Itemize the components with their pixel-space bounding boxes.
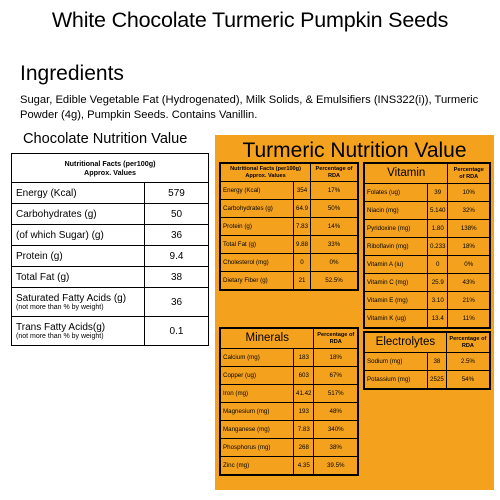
row-rda: 11% bbox=[448, 310, 490, 328]
table-row bbox=[365, 274, 490, 292]
table-row bbox=[365, 184, 490, 202]
row-label: Energy (Kcal) bbox=[12, 183, 145, 204]
row-value: 4.35 bbox=[294, 457, 314, 475]
row-label: (of which Sugar) (g) bbox=[12, 225, 145, 246]
table-row bbox=[12, 183, 209, 204]
ingredients-heading: Ingredients bbox=[20, 62, 124, 85]
row-label: Vitamin C (mg) bbox=[365, 274, 428, 292]
row-rda: 10% bbox=[448, 184, 490, 202]
row-label: Protein (g) bbox=[12, 246, 145, 267]
row-rda: 18% bbox=[314, 349, 358, 367]
table-header-row bbox=[365, 333, 490, 353]
header-line-2: Approx. Values bbox=[84, 168, 136, 177]
vitamin-title: Vitamin bbox=[365, 164, 448, 184]
table-row bbox=[221, 421, 358, 439]
table-row bbox=[365, 371, 490, 389]
row-rda: 48% bbox=[314, 403, 358, 421]
turmeric-panel bbox=[215, 135, 494, 490]
row-value: 0 bbox=[294, 254, 311, 272]
table-header-row bbox=[12, 154, 209, 183]
table-row bbox=[365, 220, 490, 238]
row-rda: 0% bbox=[311, 254, 358, 272]
row-rda: 38% bbox=[314, 439, 358, 457]
row-value: 41.42 bbox=[294, 385, 314, 403]
table-header-row bbox=[221, 329, 358, 349]
table-row bbox=[221, 254, 358, 272]
rda-header: Percentage of RDA bbox=[448, 164, 490, 184]
row-label: Carbohydrates (g) bbox=[221, 200, 294, 218]
row-value: 0 bbox=[428, 256, 448, 274]
chocolate-nutrition-title: Chocolate Nutrition Value bbox=[23, 131, 188, 147]
row-rda: 18% bbox=[448, 238, 490, 256]
row-value: 183 bbox=[294, 349, 314, 367]
row-value: 193 bbox=[294, 403, 314, 421]
row-label: Protein (g) bbox=[221, 218, 294, 236]
chocolate-nutrition-table bbox=[11, 153, 209, 346]
rda-header: Percentage of RDA bbox=[446, 333, 489, 353]
row-value: 50 bbox=[145, 204, 209, 225]
turmeric-title: Turmeric Nutrition Value bbox=[242, 139, 467, 162]
row-label-main: Trans Fatty Acids(g) bbox=[16, 321, 106, 333]
row-rda: 32% bbox=[448, 202, 490, 220]
rda-header: Percentage of RDA bbox=[311, 164, 358, 182]
table-row bbox=[221, 367, 358, 385]
table-row bbox=[12, 288, 209, 317]
row-label bbox=[12, 317, 145, 346]
row-label: Dietary Fiber (g) bbox=[221, 272, 294, 290]
row-value: 36 bbox=[145, 225, 209, 246]
row-value: 7.83 bbox=[294, 218, 311, 236]
row-value: 9.4 bbox=[145, 246, 209, 267]
row-label: Carbohydrates (g) bbox=[12, 204, 145, 225]
row-value: 13.4 bbox=[428, 310, 448, 328]
row-value: 354 bbox=[294, 182, 311, 200]
row-rda: 21% bbox=[448, 292, 490, 310]
row-value: 36 bbox=[145, 288, 209, 317]
row-label: Copper (ug) bbox=[221, 367, 294, 385]
row-label: Potassium (mg) bbox=[365, 371, 428, 389]
table-row bbox=[221, 457, 358, 475]
row-value: 39 bbox=[428, 184, 448, 202]
table-header bbox=[12, 154, 209, 183]
table-row bbox=[12, 204, 209, 225]
table-row bbox=[221, 439, 358, 457]
row-value: 64.9 bbox=[294, 200, 311, 218]
row-value: 25.9 bbox=[428, 274, 448, 292]
row-value: 1.80 bbox=[428, 220, 448, 238]
table-row bbox=[12, 246, 209, 267]
row-rda: 14% bbox=[311, 218, 358, 236]
row-value: 38 bbox=[145, 267, 209, 288]
row-rda: 517% bbox=[314, 385, 358, 403]
table-row bbox=[365, 310, 490, 328]
ingredients-text: Sugar, Edible Vegetable Fat (Hydrogenated), Milk Solids, & Emulsifiers (INS322(i)), Turmeric Powder (4g), Pumpkin Seeds. Contains Vanillin. bbox=[20, 94, 479, 121]
row-value: 603 bbox=[294, 367, 314, 385]
row-label-sub: (not more than % by weight) bbox=[16, 303, 104, 311]
row-label: Niacin (mg) bbox=[365, 202, 428, 220]
minerals-table bbox=[219, 327, 359, 476]
row-value: 0.233 bbox=[428, 238, 448, 256]
table-row bbox=[12, 267, 209, 288]
row-label: Manganese (mg) bbox=[221, 421, 294, 439]
row-value: 9.88 bbox=[294, 236, 311, 254]
row-rda: 67% bbox=[314, 367, 358, 385]
row-rda: 33% bbox=[311, 236, 358, 254]
row-value: 7.83 bbox=[294, 421, 314, 439]
row-label bbox=[12, 288, 145, 317]
row-value: 268 bbox=[294, 439, 314, 457]
row-rda: 17% bbox=[311, 182, 358, 200]
row-label: Vitamin A (iu) bbox=[365, 256, 428, 274]
table-row bbox=[365, 238, 490, 256]
row-value: 5.140 bbox=[428, 202, 448, 220]
row-rda: 39.5% bbox=[314, 457, 358, 475]
row-label: Phosphorus (mg) bbox=[221, 439, 294, 457]
row-rda: 43% bbox=[448, 274, 490, 292]
row-label: Iron (mg) bbox=[221, 385, 294, 403]
table-row bbox=[221, 349, 358, 367]
table-row bbox=[221, 236, 358, 254]
row-label: Total Fat (g) bbox=[221, 236, 294, 254]
row-rda: 54% bbox=[446, 371, 489, 389]
row-label-main: Saturated Fatty Acids (g) bbox=[16, 292, 127, 304]
turmeric-nutrition-table bbox=[219, 162, 359, 291]
row-value: 21 bbox=[294, 272, 311, 290]
minerals-title: Minerals bbox=[221, 329, 314, 349]
table-row bbox=[221, 403, 358, 421]
table-row bbox=[221, 385, 358, 403]
row-rda: 340% bbox=[314, 421, 358, 439]
table-row bbox=[221, 272, 358, 290]
header-line-2: Approx. Values bbox=[245, 172, 286, 179]
row-label: Calcium (mg) bbox=[221, 349, 294, 367]
page-title: White Chocolate Turmeric Pumpkin Seeds bbox=[51, 8, 449, 32]
row-value: 579 bbox=[145, 183, 209, 204]
table-row bbox=[12, 317, 209, 346]
row-label: Folates (ug) bbox=[365, 184, 428, 202]
table-row bbox=[365, 292, 490, 310]
row-rda: 0% bbox=[448, 256, 490, 274]
table-header-row bbox=[221, 164, 358, 182]
table-row bbox=[365, 202, 490, 220]
table-row bbox=[221, 218, 358, 236]
table-row bbox=[221, 200, 358, 218]
row-rda: 50% bbox=[311, 200, 358, 218]
row-rda: 2.5% bbox=[446, 353, 489, 371]
row-label: Magnesium (mg) bbox=[221, 403, 294, 421]
row-label: Sodium (mg) bbox=[365, 353, 428, 371]
row-value: 0.1 bbox=[145, 317, 209, 346]
row-label: Zinc (mg) bbox=[221, 457, 294, 475]
vitamin-table bbox=[363, 162, 491, 329]
header-line-1: Nutritional Facts (per100g) bbox=[230, 166, 301, 172]
row-label: Vitamin E (mg) bbox=[365, 292, 428, 310]
table-header-row bbox=[365, 164, 490, 184]
row-label: Total Fat (g) bbox=[12, 267, 145, 288]
table-header bbox=[221, 164, 311, 182]
row-value: 38 bbox=[428, 353, 447, 371]
rda-header: Percentage of RDA bbox=[314, 329, 358, 349]
row-label: Cholesterol (mg) bbox=[221, 254, 294, 272]
table-row bbox=[12, 225, 209, 246]
electrolytes-title: Electrolytes bbox=[365, 333, 447, 353]
table-row bbox=[365, 256, 490, 274]
row-label: Vitamin K (ug) bbox=[365, 310, 428, 328]
header-line-1: Nutritional Facts (per100g) bbox=[64, 159, 156, 168]
row-label-sub: (not more than % by weight) bbox=[16, 332, 104, 340]
row-rda: 138% bbox=[448, 220, 490, 238]
row-value: 3.10 bbox=[428, 292, 448, 310]
electrolytes-table bbox=[363, 331, 491, 390]
row-rda: 52.5% bbox=[311, 272, 358, 290]
row-label: Pyridoxine (mg) bbox=[365, 220, 428, 238]
table-row bbox=[221, 182, 358, 200]
row-label: Riboflavin (mg) bbox=[365, 238, 428, 256]
table-row bbox=[365, 353, 490, 371]
row-value: 2525 bbox=[428, 371, 447, 389]
row-label: Energy (Kcal) bbox=[221, 182, 294, 200]
